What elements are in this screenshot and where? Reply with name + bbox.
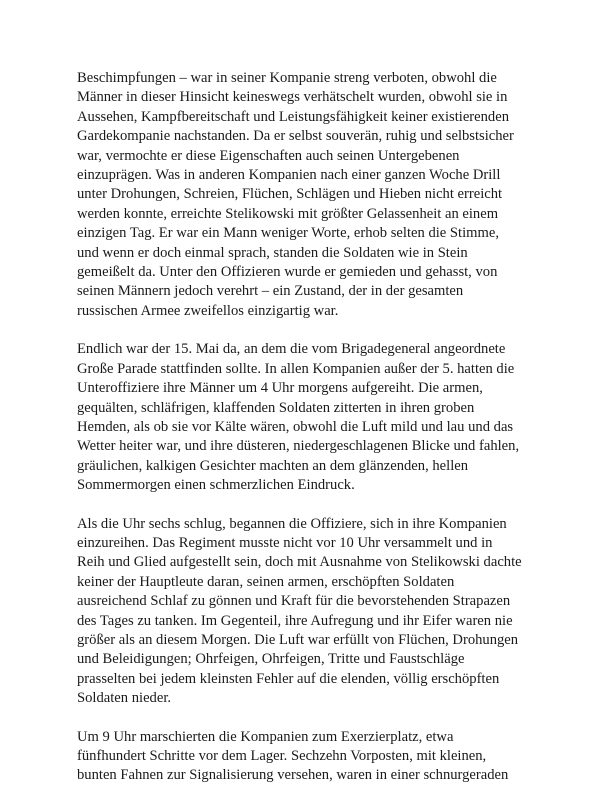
text-line: und Beleidigungen; Ohrfeigen, Ohrfeigen, Tritte und Faustschläge — [77, 651, 465, 668]
text-line: Aussehen, Kampfbereitschaft und Leistungsfähigkeit keiner existierenden — [77, 108, 509, 125]
text-line: Endlich war der 15. Mai da, an dem die vom Brigadegeneral angeordnete — [77, 341, 506, 358]
text-line: unter Drohungen, Schreien, Flüchen, Schlägen und Hieben nicht erreicht — [77, 186, 503, 203]
text-line: Beschimpfungen – war in seiner Kompanie streng verboten, obwohl die — [77, 70, 497, 86]
text-line: einzigen Tag. Er war ein Mann weniger Worte, erhob selten die Stimme, — [77, 225, 499, 242]
text-line: werden konnte, erreichte Stelikowski mit größter Gelassenheit an einem — [77, 205, 499, 222]
text-line: gequälten, schläfrigen, klaffenden Soldaten zitterten in ihren groben — [77, 399, 475, 416]
text-line: Hemden, als ob sie vor Kälte wären, obwohl die Luft mild und lau und das — [77, 418, 514, 435]
text-line: prasselten bei jedem kleinsten Fehler auf die elenden, völlig erschöpften — [77, 670, 500, 687]
text-line: Große Parade stattfinden sollte. In allen Kompanien außer der 5. hatten die — [77, 360, 515, 377]
paragraph-3 — [77, 515, 533, 709]
text-line: ausreichend Schlaf zu gönnen und Kraft für die bevorstehenden Strapazen — [77, 593, 511, 610]
text-line: gräulichen, kalkigen Gesichter machten an dem glänzenden, hellen — [77, 457, 469, 474]
text-line: und wenn er doch einmal sprach, standen die Soldaten wie in Stein — [77, 244, 468, 261]
text-line: war, vermochte er diese Eigenschaften auch seinen Untergebenen — [77, 147, 460, 164]
text-line: seinen Männern jedoch verehrt – ein Zustand, der in der gesamten — [77, 283, 464, 300]
text-line: russischen Armee zweifellos einzigartig war. — [77, 302, 339, 319]
text-line: Wetter heiter war, und ihre düsteren, niedergeschlagenen Blicke und fahlen, — [77, 438, 520, 455]
paragraph-2 — [77, 340, 533, 495]
text-line: größer als an diesem Morgen. Die Luft war erfüllt von Flüchen, Drohungen — [77, 631, 519, 648]
text-line: Als die Uhr sechs schlug, begannen die Offiziere, sich in ihre Kompanien — [77, 515, 507, 532]
text-line: einzuprägen. Was in anderen Kompanien nach einer ganzen Woche Drill — [77, 167, 501, 184]
text-line: Soldaten nieder. — [77, 690, 172, 707]
paragraph-4 — [77, 728, 533, 786]
text-line: fünfhundert Schritte vor dem Lager. Sechzehn Vorposten, mit kleinen, — [77, 748, 487, 764]
text-line: des Tages zu tanken. Im Gegenteil, ihre Aufregung und ihr Eifer waren nie — [77, 612, 513, 629]
text-line: Sommermorgen einen schmerzlichen Eindruck. — [77, 477, 355, 494]
paragraph-1 — [77, 69, 533, 321]
text-line: gemeißelt da. Unter den Offizieren wurde er gemieden und gehasst, von — [77, 264, 498, 281]
text-line: Unteroffiziere ihre Männer um 4 Uhr morgens aufgereiht. Die armen, — [77, 380, 483, 397]
text-line: Gardekompanie nachstanden. Da er selbst souverän, ruhig und selbstsicher — [77, 128, 514, 145]
text-line: bunten Fahnen zur Signalisierung versehen, waren in einer schnurgeraden — [77, 767, 509, 784]
document-page — [77, 69, 533, 805]
text-line: Männer in dieser Hinsicht keineswegs verhätschelt wurden, obwohl sie in — [77, 89, 508, 106]
text-line: keiner der Hauptleute daran, seinen armen, erschöpften Soldaten — [77, 573, 455, 590]
text-line: einzureihen. Das Regiment musste nicht vor 10 Uhr versammelt und in — [77, 534, 493, 551]
text-line: Um 9 Uhr marschierten die Kompanien zum Exerzierplatz, etwa — [77, 728, 454, 745]
text-line: Reih und Glied aufgestellt sein, doch mit Ausnahme von Stelikowski dachte — [77, 554, 522, 571]
